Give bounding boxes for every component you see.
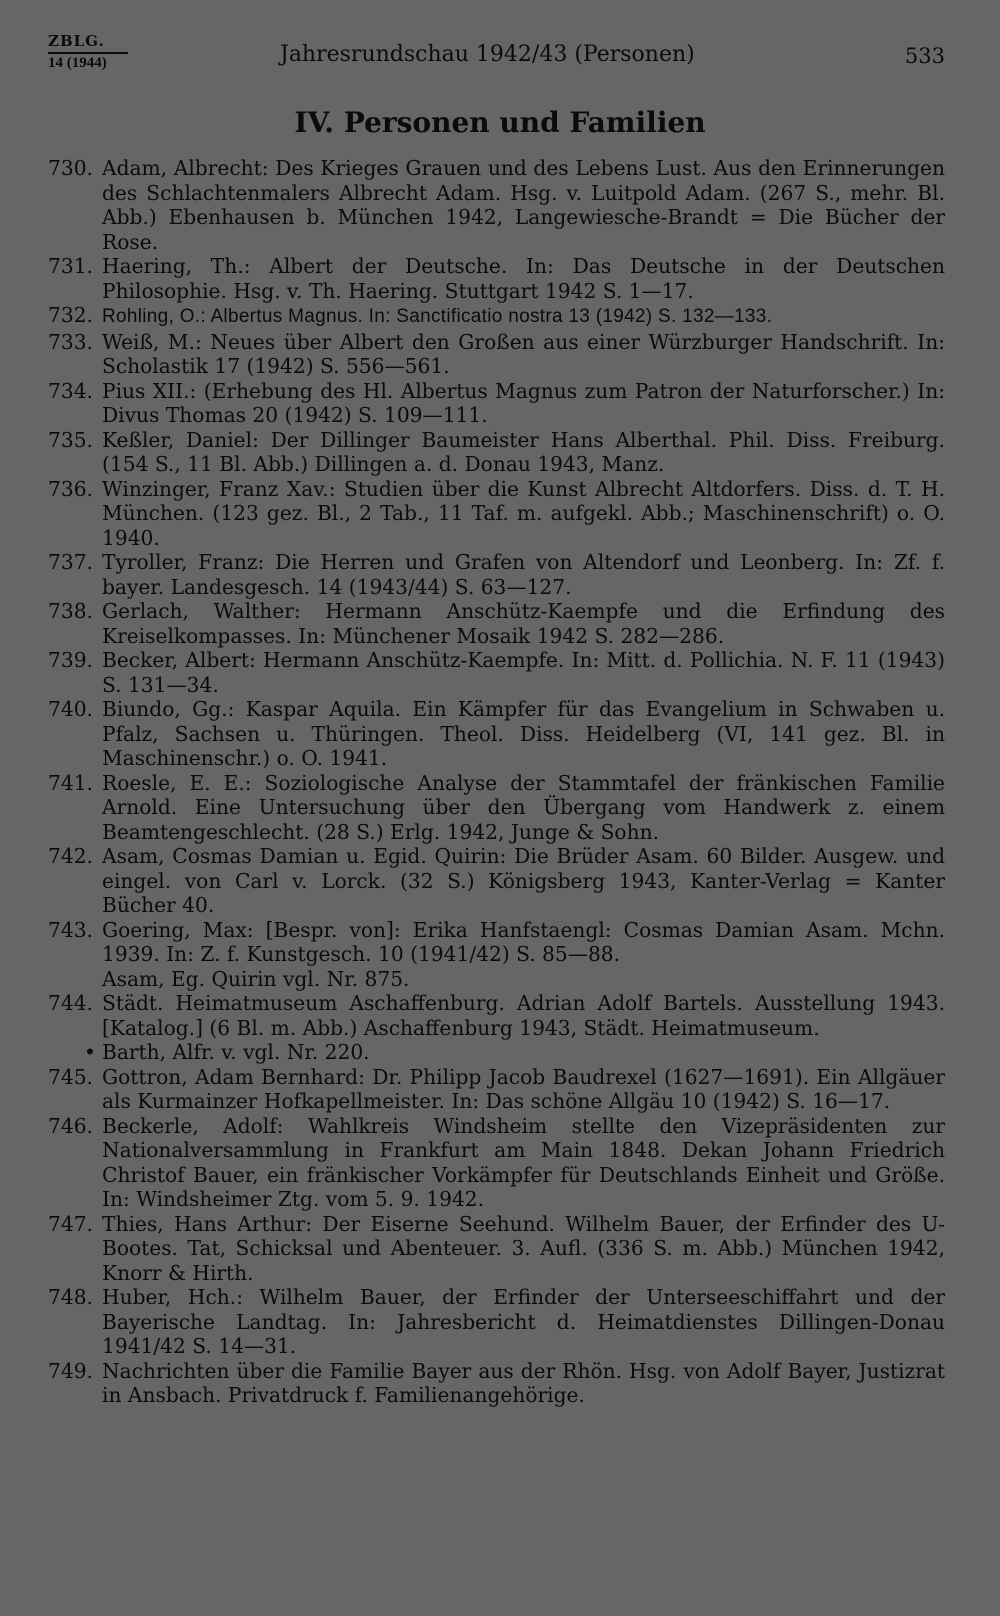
journal-volume: 14 (1944)	[48, 55, 107, 71]
entry-text: Keßler, Daniel: Der Dillinger Baumeister Hans Alberthal. Phil. Diss. Freiburg. (154 S., 11 Bl. Abb.) Dillingen a. d. Donau 1943, Manz.	[102, 427, 945, 476]
entry-text: Becker, Albert: Hermann Anschütz-Kaempfe. In: Mitt. d. Pollichia. N. F. 11 (1943) S. 131—34.	[102, 648, 945, 697]
entry-text: Beckerle, Adolf: Wahlkreis Windsheim stellte den Vizepräsidenten zur Nationalversammlung in Frankfurt am Main 1848. Dekan Johann Friedrich Christof Bauer, ein fränkischer Vorkämpfer für Deutschlands Einheit und Größe. In: Windsheimer Ztg. vom 5. 9. 1942.	[102, 1113, 945, 1211]
journal-reference	[48, 32, 128, 73]
bibliography-entry	[48, 156, 945, 254]
entry-text: Adam, Albrecht: Des Krieges Grauen und des Lebens Lust. Aus den Erinnerungen des Schlachtenmalers Albrecht Adam. Hsg. v. Luitpold Adam. (267 S., mehr. Bl. Abb.) Ebenhausen b. München 1942, Langewiesche-Brandt = Die Bücher der Rose.	[102, 156, 945, 254]
entry-text: Winzinger, Franz Xav.: Studien über die Kunst Albrecht Altdorfers. Diss. d. T. H. München. (123 gez. Bl., 2 Tab., 11 Taf. m. aufgekl. Abb.; Maschinenschrift) o. O. 1940.	[102, 476, 945, 550]
entry-number: 739.	[48, 648, 93, 672]
bibliography-entry	[48, 254, 945, 303]
entry-text: Pius XII.: (Erhebung des Hl. Albertus Magnus zum Patron der Naturforscher.) In: Divus Thomas 20 (1942) S. 109—111.	[102, 378, 945, 427]
journal-abbreviation: ZBLG.	[48, 32, 128, 54]
entry-number: 733.	[48, 329, 93, 354]
entry-text: Tyroller, Franz: Die Herren und Grafen von Altendorf und Leonberg. In: Zf. f. bayer. Landesgesch. 14 (1943/44) S. 63—127.	[102, 550, 945, 599]
bibliography-entry	[48, 379, 945, 428]
entry-text: Thies, Hans Arthur: Der Eiserne Seehund. Wilhelm Bauer, der Erfinder des U-Bootes. Tat, Schicksal und Abenteuer. 3. Aufl. (336 S. m. Abb.) München 1942, Knorr & Hirth.	[102, 1211, 945, 1285]
entry-text: Goering, Max: [Bespr. von]: Erika Hanfstaengl: Cosmas Damian Asam. Mchn. 1939. In: Z. f. Kunstgesch. 10 (1941/42) S. 85—88.	[102, 917, 945, 966]
bibliography-entry	[48, 550, 945, 599]
entry-number: 738.	[48, 599, 93, 623]
bibliography-entry	[48, 477, 945, 551]
bibliography-entry	[48, 991, 945, 1040]
bibliography-entry	[48, 599, 945, 648]
entry-number: 744.	[48, 991, 93, 1015]
entry-number: 749.	[48, 1358, 93, 1383]
bibliography-entry	[48, 303, 945, 330]
bibliography-entry	[48, 918, 945, 967]
entry-number: 730.	[48, 156, 93, 180]
bibliography-entry	[48, 697, 945, 771]
entry-number: 735.	[48, 427, 93, 452]
entry-text: Asam, Eg. Quirin vgl. Nr. 875.	[102, 966, 410, 991]
entry-text: Haering, Th.: Albert der Deutsche. In: Das Deutsche in der Deutschen Philosophie. Hsg. v. Th. Haering. Stuttgart 1942 S. 1—17.	[102, 254, 945, 303]
bibliography-entry	[48, 1285, 945, 1359]
bibliography-list	[48, 156, 945, 1408]
bibliography-entry	[48, 1065, 945, 1114]
bibliography-entry	[48, 1040, 945, 1065]
running-title: Jahresrundschau 1942/43 (Personen)	[280, 42, 695, 67]
entry-text: Gerlach, Walther: Hermann Anschütz-Kaempfe und die Erfindung des Kreiselkompasses. In: Münchener Mosaik 1942 S. 282—286.	[102, 599, 945, 648]
entry-text: Gottron, Adam Bernhard: Dr. Philipp Jacob Baudrexel (1627—1691). Ein Allgäuer als Kurmainzer Hofkapellmeister. In: Das schöne Allgäu 10 (1942) S. 16—17.	[102, 1064, 945, 1113]
bibliography-entry	[48, 844, 945, 918]
bibliography-entry	[48, 330, 945, 379]
entry-text: Rohling, O.: Albertus Magnus. In: Sanctificatio nostra 13 (1942) S. 132—133.	[102, 306, 773, 327]
entry-text: Asam, Cosmas Damian u. Egid. Quirin: Die Brüder Asam. 60 Bilder. Ausgew. und eingel. von Carl v. Lorck. (32 S.) Königsberg 1943, Kanter-Verlag = Kanter Bücher 40.	[102, 844, 945, 917]
entry-number: 734.	[48, 378, 93, 403]
bibliography-entry	[48, 428, 945, 477]
entry-text: Roesle, E. E.: Soziologische Analyse der Stammtafel der fränkischen Familie Arnold. Eine Untersuchung über den Übergang vom Handwerk z. einem Beamtengeschlecht. (28 S.) Erlg. 1942, Junge & Sohn.	[102, 770, 945, 844]
entry-text: Biundo, Gg.: Kaspar Aquila. Ein Kämpfer für das Evangelium in Schwaben u. Pfalz, Sachsen u. Thüringen. Theol. Diss. Heidelberg (VI, 141 gez. Bl. in Maschinenschr.) o. O. 1941.	[102, 697, 945, 770]
bibliography-entry	[48, 648, 945, 697]
entry-number: 731.	[48, 254, 93, 278]
entry-number: 743.	[48, 917, 93, 942]
entry-number: 740.	[48, 697, 93, 721]
entry-number: 747.	[48, 1211, 93, 1236]
entry-text: Weiß, M.: Neues über Albert den Großen aus einer Würzburger Handschrift. In: Scholastik 17 (1942) S. 556—561.	[102, 329, 945, 378]
entry-number: 748.	[48, 1285, 93, 1309]
entry-number: 741.	[48, 770, 93, 795]
bibliography-entry	[48, 1212, 945, 1286]
entry-number: 742.	[48, 844, 93, 868]
entry-number: 737.	[48, 550, 93, 574]
entry-text: Barth, Alfr. v. vgl. Nr. 220.	[102, 1040, 370, 1064]
bibliography-entry	[48, 771, 945, 845]
entry-number: 746.	[48, 1113, 93, 1138]
bibliography-entry	[48, 1359, 945, 1408]
bullet-mark: •	[84, 1040, 96, 1064]
bibliography-entry	[48, 967, 945, 992]
page-number: 533	[904, 44, 945, 68]
entry-number: 736.	[48, 476, 93, 501]
section-heading: IV. Personen und Familien	[294, 106, 706, 139]
entry-number: 732.	[48, 303, 93, 327]
entry-text: Huber, Hch.: Wilhelm Bauer, der Erfinder der Unterseeschiffahrt und der Bayerische Landtag. In: Jahresbericht d. Heimatdienstes Dillingen-Donau 1941/42 S. 14—31.	[102, 1285, 945, 1358]
entry-text: Nachrichten über die Familie Bayer aus der Rhön. Hsg. von Adolf Bayer, Justizrat in Ansbach. Privatdruck f. Familienangehörige.	[102, 1358, 945, 1407]
entry-text: Städt. Heimatmuseum Aschaffenburg. Adrian Adolf Bartels. Ausstellung 1943. [Katalog.] (6 Bl. m. Abb.) Aschaffenburg 1943, Städt. Heimatmuseum.	[102, 991, 945, 1040]
entry-number: 745.	[48, 1064, 93, 1089]
bibliography-entry	[48, 1114, 945, 1212]
